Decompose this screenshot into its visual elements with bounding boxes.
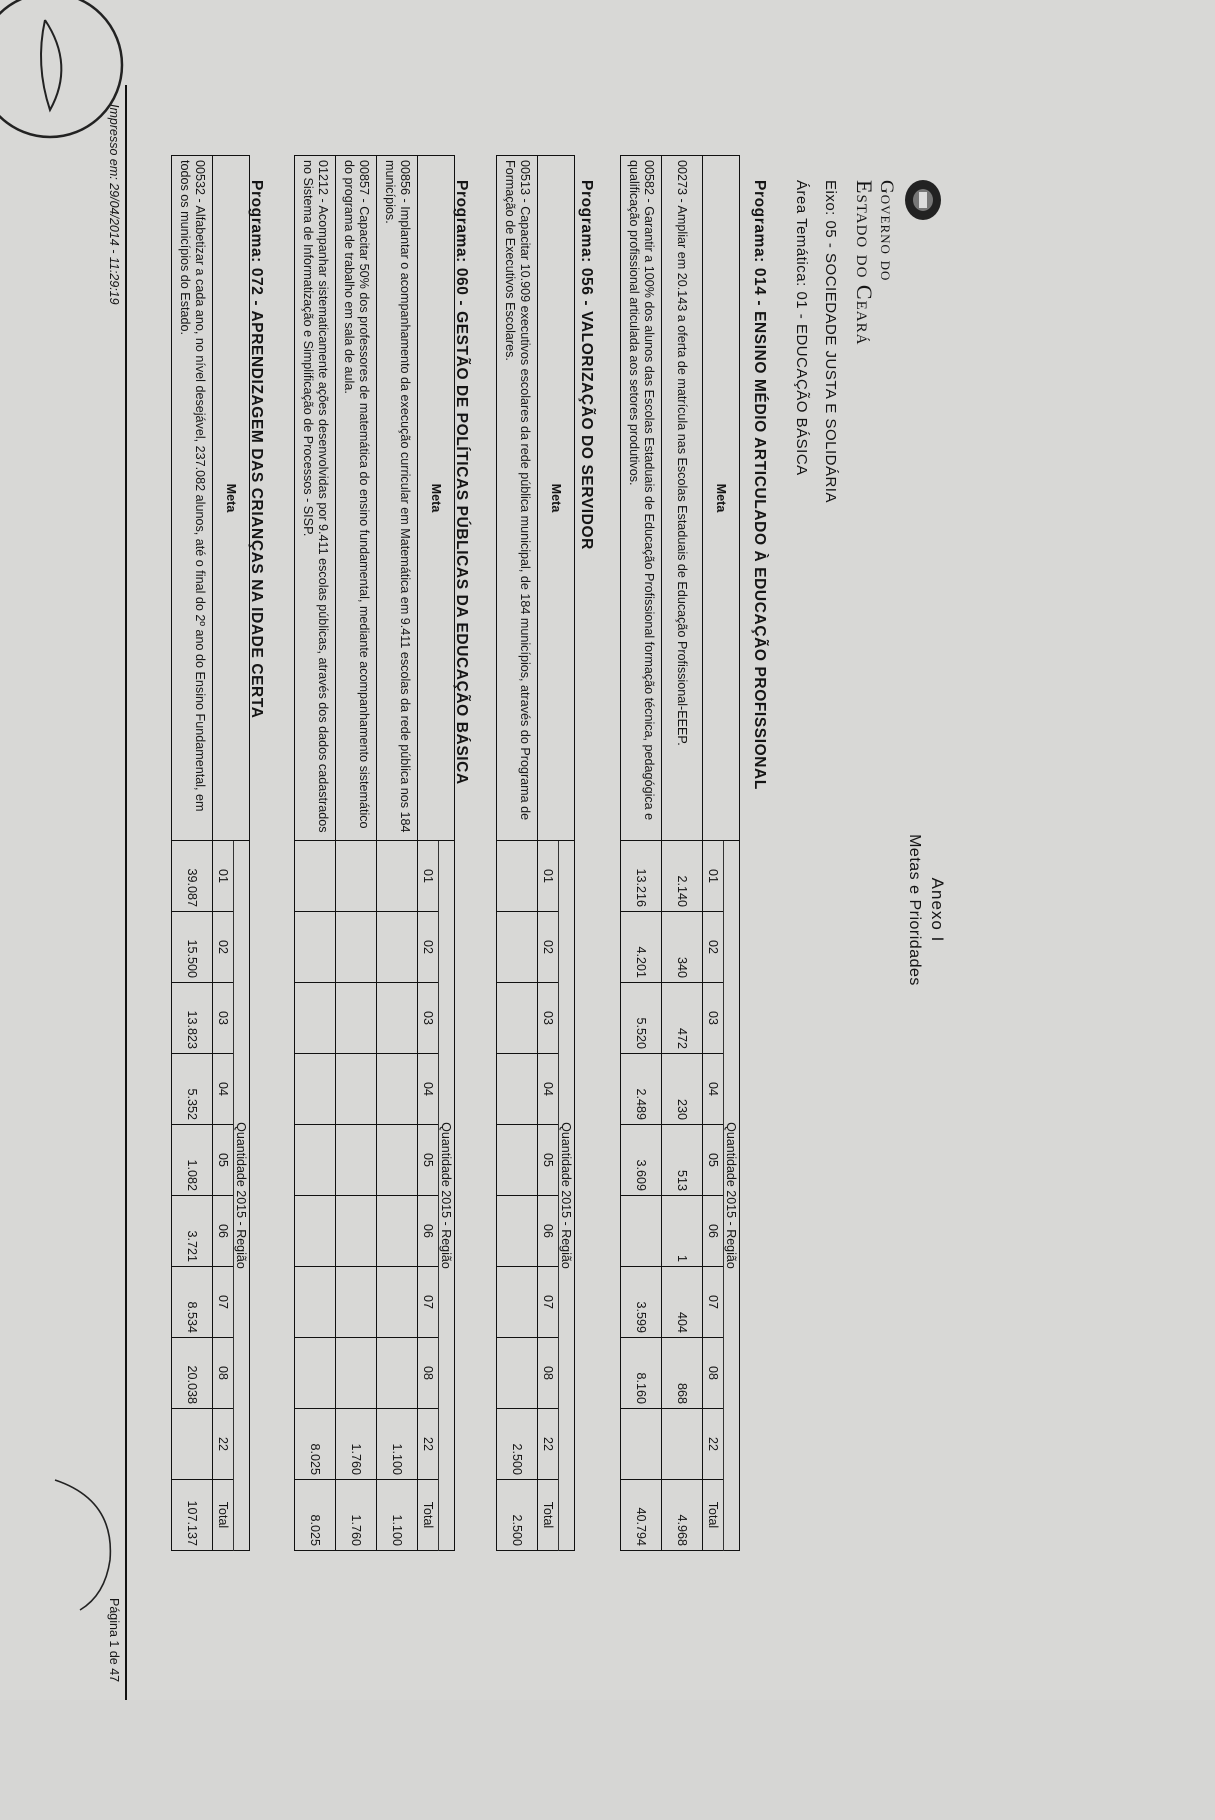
column-header: Total	[213, 1480, 234, 1551]
column-header: 22	[538, 1409, 559, 1480]
value-cell: 4.201	[621, 912, 662, 983]
value-cell	[336, 1338, 377, 1409]
column-header: 03	[418, 983, 439, 1054]
value-cell	[295, 1338, 336, 1409]
meta-cell: 00273 - Ampliar em 20.143 a oferta de matrícula nas Escolas Estaduais de Educação Profissional-EEEP.	[662, 156, 703, 841]
value-cell: 230	[662, 1054, 703, 1125]
value-cell	[336, 912, 377, 983]
value-cell: 2.489	[621, 1054, 662, 1125]
value-cell: 1.760	[336, 1480, 377, 1551]
column-header: 06	[213, 1196, 234, 1267]
column-header: 02	[418, 912, 439, 983]
value-cell: 8.534	[172, 1267, 213, 1338]
value-cell	[497, 1338, 538, 1409]
value-cell	[336, 1196, 377, 1267]
value-cell	[377, 1054, 418, 1125]
value-cell	[295, 841, 336, 912]
header-row	[234, 156, 250, 1551]
value-cell: 13.823	[172, 983, 213, 1054]
value-cell: 2.140	[662, 841, 703, 912]
column-header: Total	[703, 1480, 724, 1551]
value-cell	[336, 1125, 377, 1196]
table-row	[497, 156, 538, 1551]
column-header: 02	[213, 912, 234, 983]
value-cell: 3.609	[621, 1125, 662, 1196]
column-header: 02	[538, 912, 559, 983]
column-header: 02	[703, 912, 724, 983]
value-cell	[621, 1196, 662, 1267]
quantity-header: Quantidade 2015 - Região	[234, 841, 250, 1551]
value-cell: 1.760	[336, 1409, 377, 1480]
value-cell	[336, 1267, 377, 1338]
value-cell	[172, 1409, 213, 1480]
value-cell	[497, 1054, 538, 1125]
value-cell	[497, 1267, 538, 1338]
column-header: 08	[538, 1338, 559, 1409]
value-cell: 2.500	[497, 1480, 538, 1551]
value-cell: 5.352	[172, 1054, 213, 1125]
column-header: Total	[418, 1480, 439, 1551]
column-header: 01	[703, 841, 724, 912]
column-header: 06	[538, 1196, 559, 1267]
meta-cell: 00513 - Capacitar 10.909 executivos escolares da rede pública municipal, de 184 municípios, através do Programa de Formação de Executivos Escolares.	[497, 156, 538, 841]
column-header: 04	[538, 1054, 559, 1125]
column-header: 01	[213, 841, 234, 912]
column-header: 08	[418, 1338, 439, 1409]
column-header: 04	[213, 1054, 234, 1125]
column-header: 06	[418, 1196, 439, 1267]
value-cell	[497, 912, 538, 983]
quantity-header: Quantidade 2015 - Região	[724, 841, 740, 1551]
column-header: 06	[703, 1196, 724, 1267]
value-cell: 472	[662, 983, 703, 1054]
column-header: 07	[538, 1267, 559, 1338]
value-cell	[662, 1409, 703, 1480]
value-cell: 1.100	[377, 1409, 418, 1480]
column-header: 03	[703, 983, 724, 1054]
value-cell	[377, 1125, 418, 1196]
footer-divider	[125, 85, 127, 1700]
column-header: 04	[703, 1054, 724, 1125]
header-row	[559, 156, 575, 1551]
value-cell	[621, 1409, 662, 1480]
column-header: 05	[418, 1125, 439, 1196]
stamp-icon	[0, 0, 135, 150]
value-cell	[336, 841, 377, 912]
value-cell	[377, 1196, 418, 1267]
value-cell: 2.500	[497, 1409, 538, 1480]
column-header: Total	[538, 1480, 559, 1551]
meta-header: Meta	[213, 156, 250, 841]
eixo-heading: Eixo: 05 - SOCIEDADE JUSTA E SOLIDÁRIA	[822, 180, 839, 503]
value-cell	[497, 841, 538, 912]
value-cell: 107.137	[172, 1480, 213, 1551]
meta-cell: 00532 - Alfabetizar a cada ano, no nível desejável, 237.082 alunos, até o final do 2º ano do Ensino Fundamental, em todos os municípios do Estado.	[172, 156, 213, 841]
value-cell	[497, 983, 538, 1054]
value-cell: 8.160	[621, 1338, 662, 1409]
value-cell: 13.216	[621, 841, 662, 912]
value-cell	[497, 1196, 538, 1267]
meta-cell: 00857 - Capacitar 50% dos professores de matemática do ensino fundamental, mediante acompanhamento sistemático do programa de trabalho em sala de aula.	[336, 156, 377, 841]
value-cell	[295, 1196, 336, 1267]
signature-icon	[35, 1470, 135, 1620]
value-cell: 3.721	[172, 1196, 213, 1267]
printed-timestamp: Impresso em: 29/04/2014 - 11:29:19	[107, 104, 121, 305]
meta-header: Meta	[703, 156, 740, 841]
value-cell: 3.599	[621, 1267, 662, 1338]
header-row	[439, 156, 455, 1551]
value-cell	[377, 983, 418, 1054]
program-title: Programa: 056 - VALORIZAÇÃO DO SERVIDOR	[578, 180, 595, 550]
page-number: Página 1 de 47	[107, 1598, 121, 1683]
column-header: 01	[418, 841, 439, 912]
value-cell	[497, 1125, 538, 1196]
column-header: 05	[213, 1125, 234, 1196]
value-cell	[377, 912, 418, 983]
column-header: 08	[213, 1338, 234, 1409]
program-title: Programa: 060 - GESTÃO DE POLÍTICAS PÚBLICAS DA EDUCAÇÃO BÁSICA	[453, 180, 470, 785]
annex-title: Anexo I	[928, 877, 947, 943]
column-header: 22	[213, 1409, 234, 1480]
quantity-header: Quantidade 2015 - Região	[439, 841, 455, 1551]
meta-cell: 00582 - Garantir a 100% dos alunos das Escolas Estaduais de Educação Profissional formação técnica, pedagógica e qualificação profissional articulada aos setores produtivos.	[621, 156, 662, 841]
table-row	[336, 156, 377, 1551]
value-cell	[295, 1125, 336, 1196]
table-row	[662, 156, 703, 1551]
column-header: 01	[538, 841, 559, 912]
program-table	[620, 155, 740, 1551]
value-cell: 40.794	[621, 1480, 662, 1551]
value-cell	[295, 1267, 336, 1338]
column-header: 05	[538, 1125, 559, 1196]
value-cell: 8.025	[295, 1480, 336, 1551]
column-header: 08	[703, 1338, 724, 1409]
value-cell: 1	[662, 1196, 703, 1267]
value-cell: 404	[662, 1267, 703, 1338]
value-cell: 868	[662, 1338, 703, 1409]
value-cell: 8.025	[295, 1409, 336, 1480]
value-cell: 340	[662, 912, 703, 983]
value-cell	[295, 1054, 336, 1125]
column-header: 07	[418, 1267, 439, 1338]
annex-subtitle: Metas e Prioridades	[906, 834, 923, 986]
program-table	[496, 155, 575, 1551]
meta-header: Meta	[418, 156, 455, 841]
program-title: Programa: 072 - APRENDIZAGEM DAS CRIANÇAS NA IDADE CERTA	[248, 180, 265, 719]
value-cell	[377, 1338, 418, 1409]
table-row	[377, 156, 418, 1551]
column-header: 07	[703, 1267, 724, 1338]
value-cell	[377, 841, 418, 912]
value-cell: 15.500	[172, 912, 213, 983]
value-cell	[336, 983, 377, 1054]
value-cell	[336, 1054, 377, 1125]
value-cell: 4.968	[662, 1480, 703, 1551]
gov-line1: Governo do	[876, 180, 897, 282]
value-cell: 39.087	[172, 841, 213, 912]
area-heading: Área Temática: 01 - EDUCAÇÃO BÁSICA	[793, 180, 810, 476]
value-cell	[377, 1267, 418, 1338]
column-header: 03	[538, 983, 559, 1054]
column-header: 22	[418, 1409, 439, 1480]
value-cell: 20.038	[172, 1338, 213, 1409]
column-header: 05	[703, 1125, 724, 1196]
value-cell: 513	[662, 1125, 703, 1196]
meta-cell: 01212 - Acompanhar sistematicamente ações desenvolvidas por 9.411 escolas públicas, através dos dados cadastrados no Sistema de Informatização e Simplificação de Processos - SISP.	[295, 156, 336, 841]
program-table	[294, 155, 455, 1551]
meta-cell: 00856 - Implantar o acompanhamento da execução curricular em Matemática em 9.411 escolas da rede pública nos 184 municípios.	[377, 156, 418, 841]
column-header: 04	[418, 1054, 439, 1125]
program-title: Programa: 014 - ENSINO MÉDIO ARTICULADO À EDUCAÇÃO PROFISSIONAL	[751, 180, 768, 790]
value-cell	[295, 912, 336, 983]
quantity-header: Quantidade 2015 - Região	[559, 841, 575, 1551]
table-row	[621, 156, 662, 1551]
value-cell: 5.520	[621, 983, 662, 1054]
column-header: 22	[703, 1409, 724, 1480]
table-row	[295, 156, 336, 1551]
column-header: 07	[213, 1267, 234, 1338]
header-row	[724, 156, 740, 1551]
value-cell: 1.100	[377, 1480, 418, 1551]
value-cell	[295, 983, 336, 1054]
value-cell: 1.082	[172, 1125, 213, 1196]
gov-line2: Estado do Ceará	[852, 180, 877, 346]
program-table	[171, 155, 250, 1551]
column-header: 03	[213, 983, 234, 1054]
table-row	[172, 156, 213, 1551]
meta-header: Meta	[538, 156, 575, 841]
